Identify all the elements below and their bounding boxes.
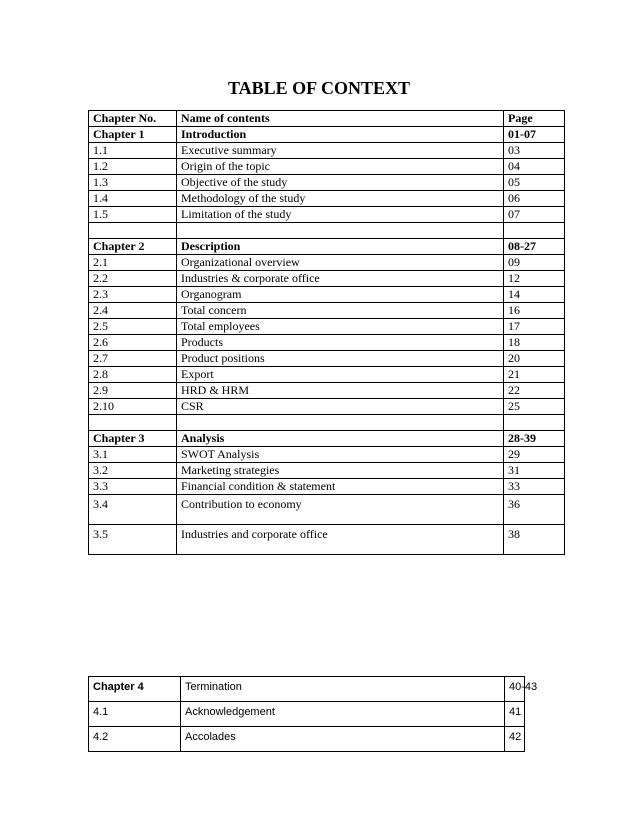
item-name: Total employees	[177, 319, 504, 335]
item-number: 4.1	[89, 702, 181, 727]
contents-table-continued	[88, 676, 538, 752]
chapter-row	[89, 127, 565, 143]
item-name: Accolades	[181, 727, 505, 752]
item-page: 09	[504, 255, 565, 271]
item-page: 16	[504, 303, 565, 319]
item-number: 2.5	[89, 319, 177, 335]
item-page: 42	[505, 727, 525, 752]
item-page: 33	[504, 479, 565, 495]
item-name: Product positions	[177, 351, 504, 367]
item-number: 3.4	[89, 495, 177, 525]
table-row	[89, 463, 565, 479]
table-row	[89, 207, 565, 223]
item-number: 3.3	[89, 479, 177, 495]
item-page: 31	[504, 463, 565, 479]
chapter-cell: Chapter 1	[89, 127, 177, 143]
item-number: 2.7	[89, 351, 177, 367]
table-row	[89, 495, 565, 525]
chapter-cell: Chapter 3	[89, 431, 177, 447]
table-row	[89, 727, 525, 752]
table-row	[89, 175, 565, 191]
item-page: 04	[504, 159, 565, 175]
item-number: 3.5	[89, 525, 177, 555]
header-chapter-cell: Chapter No.	[89, 111, 177, 127]
item-name: Organizational overview	[177, 255, 504, 271]
chapter-title-cell: Description	[177, 239, 504, 255]
item-number: 1.5	[89, 207, 177, 223]
table-row	[89, 159, 565, 175]
table-row	[89, 303, 565, 319]
table-row	[89, 447, 565, 463]
item-name: SWOT Analysis	[177, 447, 504, 463]
item-name: Industries & corporate office	[177, 271, 504, 287]
item-name: HRD & HRM	[177, 383, 504, 399]
table-row	[89, 702, 525, 727]
blank-row	[89, 415, 565, 431]
item-page: 05	[504, 175, 565, 191]
item-number: 2.8	[89, 367, 177, 383]
chapter-title-cell: Termination	[181, 677, 505, 702]
item-page: 21	[504, 367, 565, 383]
blank-cell	[504, 415, 565, 431]
item-name: Contribution to economy	[177, 495, 504, 525]
table-row	[89, 351, 565, 367]
blank-cell	[504, 223, 565, 239]
item-name: Industries and corporate office	[177, 525, 504, 555]
chapter-page-cell: 28-39	[504, 431, 565, 447]
item-name: CSR	[177, 399, 504, 415]
item-name: Total concern	[177, 303, 504, 319]
blank-cell	[177, 415, 504, 431]
item-number: 2.1	[89, 255, 177, 271]
table-row	[89, 525, 565, 555]
table-row	[89, 479, 565, 495]
item-page: 38	[504, 525, 565, 555]
table-row	[89, 399, 565, 415]
item-page: 36	[504, 495, 565, 525]
item-number: 2.9	[89, 383, 177, 399]
item-number: 3.1	[89, 447, 177, 463]
table-row	[89, 143, 565, 159]
chapter-row	[89, 239, 565, 255]
item-name: Executive summary	[177, 143, 504, 159]
chapter-cell: Chapter 4	[89, 677, 181, 702]
chapter-row	[89, 431, 565, 447]
contents-table	[88, 110, 565, 555]
item-number: 1.2	[89, 159, 177, 175]
table-row	[89, 271, 565, 287]
item-page: 07	[504, 207, 565, 223]
item-page: 03	[504, 143, 565, 159]
table-row	[89, 287, 565, 303]
chapter-title-cell: Analysis	[177, 431, 504, 447]
item-page: 25	[504, 399, 565, 415]
item-name: Methodology of the study	[177, 191, 504, 207]
page-title: TABLE OF CONTEXT	[227, 78, 411, 98]
chapter-page-cell: 01-07	[504, 127, 565, 143]
table-row	[89, 255, 565, 271]
item-page: 17	[504, 319, 565, 335]
item-page: 41	[505, 702, 525, 727]
item-number: 2.2	[89, 271, 177, 287]
chapter-page-cell: 40-43	[505, 677, 525, 702]
item-page: 14	[504, 287, 565, 303]
blank-cell	[177, 223, 504, 239]
table-row	[89, 367, 565, 383]
item-page: 06	[504, 191, 565, 207]
header-row	[89, 111, 565, 127]
item-number: 1.3	[89, 175, 177, 191]
chapter-row	[89, 677, 525, 702]
item-name: Marketing strategies	[177, 463, 504, 479]
item-number: 2.6	[89, 335, 177, 351]
item-number: 4.2	[89, 727, 181, 752]
blank-row	[89, 223, 565, 239]
item-name: Products	[177, 335, 504, 351]
item-name: Limitation of the study	[177, 207, 504, 223]
item-number: 3.2	[89, 463, 177, 479]
item-number: 2.4	[89, 303, 177, 319]
header-name-cell: Name of contents	[177, 111, 504, 127]
item-number: 1.1	[89, 143, 177, 159]
item-page: 18	[504, 335, 565, 351]
item-name: Organogram	[177, 287, 504, 303]
item-page: 12	[504, 271, 565, 287]
item-number: 2.3	[89, 287, 177, 303]
chapter-page-cell: 08-27	[504, 239, 565, 255]
chapter-cell: Chapter 2	[89, 239, 177, 255]
blank-cell	[89, 223, 177, 239]
table-row	[89, 383, 565, 399]
header-page-cell: Page	[504, 111, 565, 127]
item-name: Objective of the study	[177, 175, 504, 191]
item-number: 2.10	[89, 399, 177, 415]
item-name: Financial condition & statement	[177, 479, 504, 495]
blank-cell	[89, 415, 177, 431]
item-page: 22	[504, 383, 565, 399]
item-page: 29	[504, 447, 565, 463]
item-name: Acknowledgement	[181, 702, 505, 727]
chapter-title-cell: Introduction	[177, 127, 504, 143]
item-number: 1.4	[89, 191, 177, 207]
item-name: Export	[177, 367, 504, 383]
item-page: 20	[504, 351, 565, 367]
item-name: Origin of the topic	[177, 159, 504, 175]
table-row	[89, 319, 565, 335]
table-row	[89, 191, 565, 207]
table-row	[89, 335, 565, 351]
